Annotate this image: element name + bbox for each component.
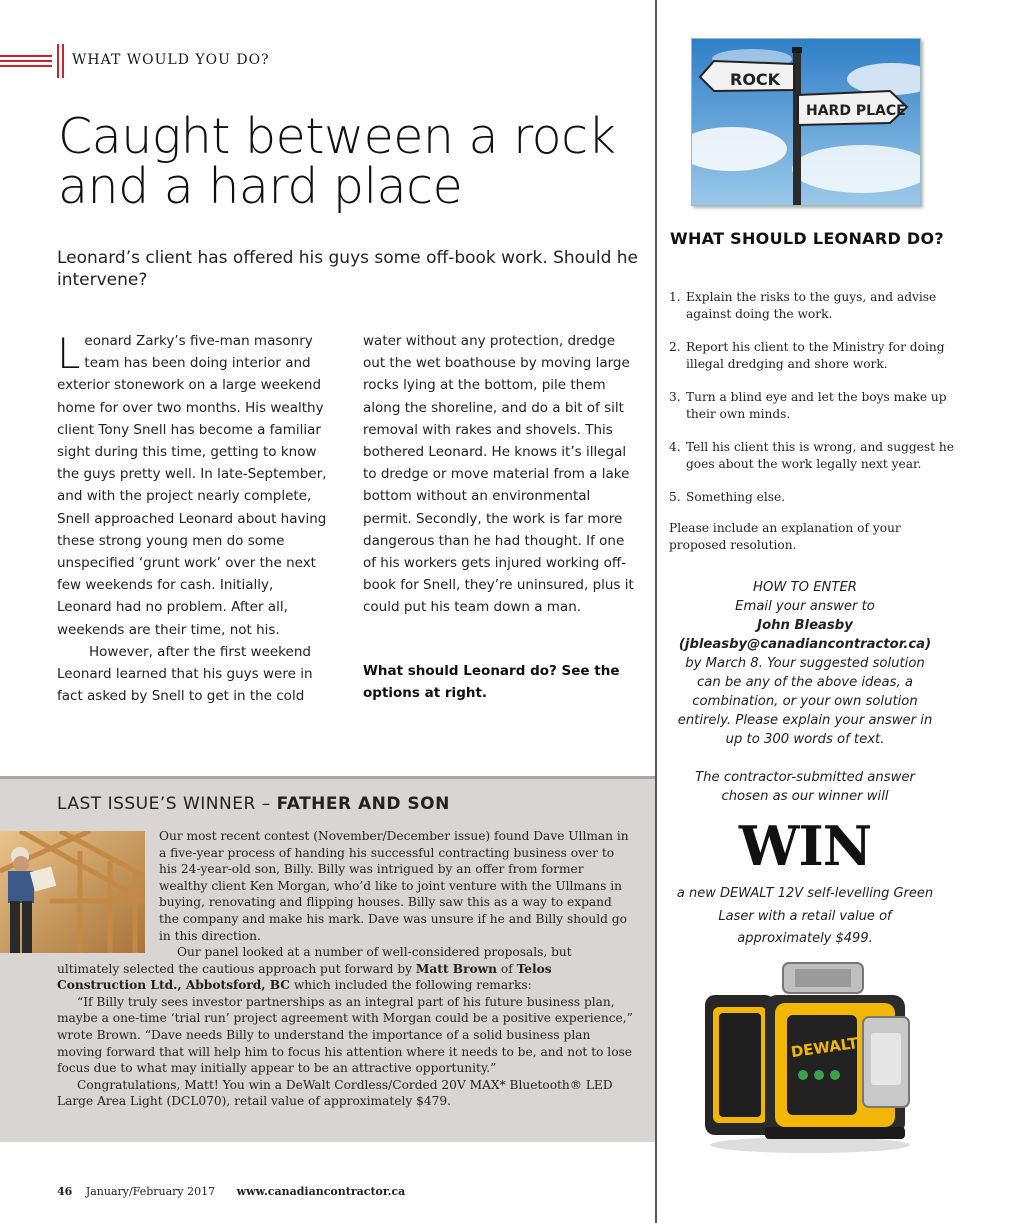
winner-heading: LAST ISSUE’S WINNER – FATHER AND SON [57, 794, 450, 814]
article-paragraph-2: However, after the first weekend Leonard learned that his guys were in fact asked by Snell to get in the cold [57, 643, 313, 705]
win-banner: WIN [738, 814, 872, 878]
resolution-note: Please include an explanation of your proposed resolution. [669, 521, 901, 552]
headline: Caught between a rock and a hard place [58, 108, 616, 215]
winner-text-continued [57, 944, 637, 1110]
article-question: What should Leonard do? See the options at right. [363, 663, 620, 702]
winner-paragraph-4: Congratulations, Matt! You win a DeWalt Cordless/Corded 20V MAX* Bluetooth® LED Large Area Light (DCL070), retail value of approximately $479. [57, 1077, 613, 1109]
entry-instructions: by March 8. Your suggested solution can be any of the above ideas, a combination, or your own solution entirely. Please explain your answer in up to 300 words of text. [677, 656, 933, 747]
email-line: Email your answer to [735, 599, 875, 614]
contact-name: John Bleasby [757, 618, 853, 633]
section-label: WHAT WOULD YOU DO? [72, 52, 270, 68]
article-paragraph-1: Leonard Zarky’s five-man masonry team has been doing interior and exterior stonework on a large weekend home for over two months. His wealthy client Tony Snell has become a familiar sight during this time, getting to know the guys pretty well. In late-September, and with the project nearly complete, Snell approached Leonard about having these strong young men do some unspecified ‘grunt work’ over the next few weekends for cash. Initially, Leonard had no problem. After all, weekends are their time, not his. [57, 329, 327, 638]
laser-brand-label: DEWALT [789, 1034, 860, 1062]
article-column-1 [57, 330, 332, 707]
page-number: 46 [57, 1185, 73, 1198]
page-footer [57, 1185, 405, 1198]
subhead: Leonard’s client has offered his guys some off-book work. Should he intervene? [57, 248, 639, 290]
option-item-2: 2. Report his client to the Ministry for doing illegal dredging and shore work. [669, 340, 945, 371]
how-to-enter-title: HOW TO ENTER [753, 580, 857, 595]
options-heading: WHAT SHOULD LEONARD DO? [670, 229, 944, 248]
options-list [669, 289, 959, 521]
dropcap: L [57, 329, 81, 378]
option-item-4: 4. Tell his client this is wrong, and suggest he goes about the work legally next year. [669, 440, 954, 471]
article-paragraph-3: water without any protection, dredge out the wet boathouse by moving large rocks lying at the bottom, pile them along the shoreline, and do a bit of silt removal with rakes and shovels. This bothered Leonard. He knows it’s illegal to dredge or move material from a lake bottom without an environmental permit. Secondly, the work is far more dangerous than he had thought. If one of his workers gets injured working off-book for Snell, they’re uninsured, plus it could put his team down a man. [363, 333, 634, 616]
option-item-3: 3. Turn a blind eye and let the boys make up their own minds. [669, 390, 947, 421]
section-marker [0, 44, 62, 78]
winner-paragraph-2: Our panel looked at a number of well-considered proposals, but ultimately selected the cautious approach put forward by Matt Brown of Telos Construction Ltd., Abbotsford, BC which included the following remarks: [57, 945, 572, 993]
sign-hard-place-label: HARD PLACE [806, 103, 906, 119]
issue-date: January/February 2017 [85, 1185, 216, 1198]
winner-paragraph-3: “If Billy truly sees investor partnerships as an integral part of his future business plan, maybe a one-time ‘trial run’ project agreement with Morgan could be a positive experience,” wrote Brown. “Dave needs Billy to understand the importance of a solid business plan moving forward that will help him to focus his attention where it needs to be, and not to lose focus due to what may initially appear to be an attractive opportunity.” [57, 994, 633, 1076]
article-column-2 [363, 330, 638, 619]
how-to-enter [672, 578, 938, 749]
rock-hard-place-sign-image [691, 38, 921, 206]
winner-paragraph-1: Our most recent contest (November/December issue) found Dave Ullman in a five-year process of handing his successful contracting business over to his 24-year-old son, Billy. Billy was intrigued by an offer from former wealthy client Ken Morgan, who’d like to joint venture with the Ullmans in buying, renovating and flipping houses. Billy saw this as a way to expand the company and make his mark. Dave was unsure if he and Billy should go in this direction. [159, 829, 629, 943]
column-divider [655, 0, 657, 1223]
dewalt-laser-image [695, 955, 925, 1155]
contact-email[interactable]: (jbleasby@canadiancontractor.ca) [678, 637, 932, 652]
website-url: www.canadiancontractor.ca [236, 1185, 406, 1198]
contractor-photo [0, 831, 145, 953]
prize-description: a new DEWALT 12V self-levelling Green Laser with a retail value of approximately $499. [676, 886, 934, 946]
sign-rock-label: ROCK [730, 70, 781, 89]
winner-announcement: The contractor-submitted answer chosen as our winner will [695, 770, 915, 804]
option-item-1: 1. Explain the risks to the guys, and advise against doing the work. [669, 290, 937, 321]
option-item-5: 5. Something else. [669, 490, 786, 504]
